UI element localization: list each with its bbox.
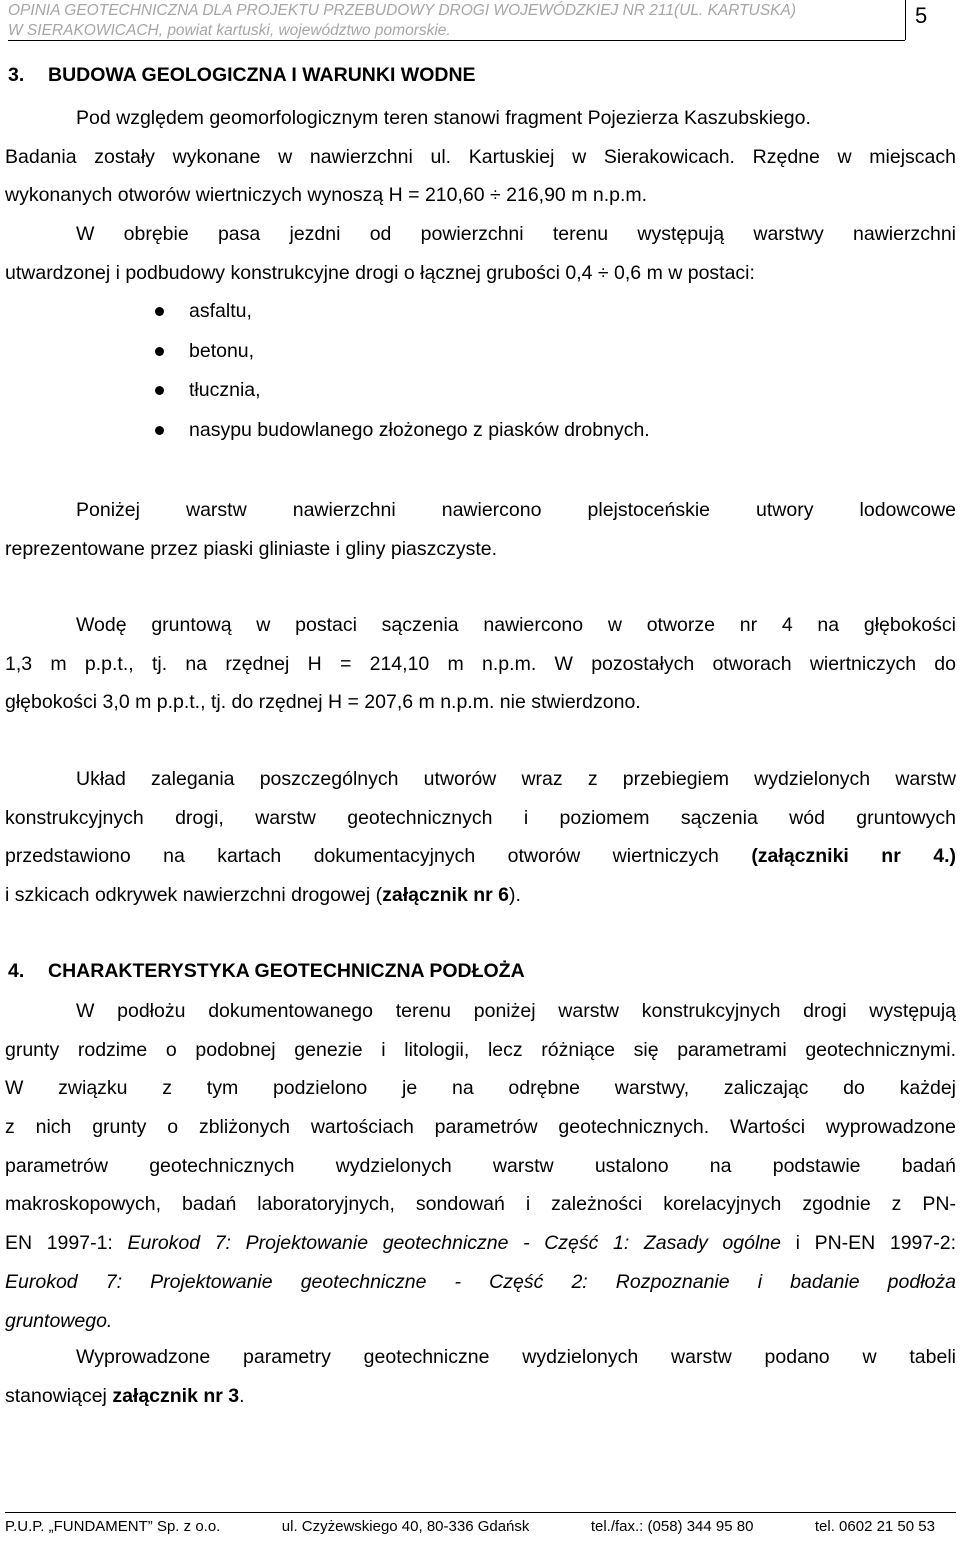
header-line-2: W SIERAKOWICACH, powiat kartuski, województwo pomorskie. [8,22,451,39]
text-line: W obrębie pasa jezdni od powierzchni terenu występują warstwy nawierzchni [76,223,956,246]
text-line: głębokości 3,0 m p.p.t., tj. do rzędnej H = 207,6 m n.p.m. nie stwierdzono. [5,691,641,714]
attachment-reference: załącznik nr 6 [382,884,509,907]
text-line: i szkicach odkrywek nawierzchni drogowej (załącznik nr 6). [5,884,521,907]
text-line: W związku z tym podzielono je na odrębne warstwy, zaliczając do każdej [5,1077,956,1100]
section-4-title: CHARAKTERYSTYKA GEOTECHNICZNA PODŁOŻA [48,960,525,982]
text-line: Pod względem geomorfologicznym teren stanowi fragment Pojezierza Kaszubskiego. [76,107,811,129]
running-header [8,1,898,41]
bullet-icon [155,307,164,316]
section-3-paragraph-1 [5,99,956,292]
text-line: reprezentowane przez piaski gliniaste i gliny piaszczyste. [5,537,498,560]
footer-divider [5,1512,956,1513]
text-line: 1,3 m p.p.t., tj. na rzędnej H = 214,10 m n.p.m. W pozostałych otworach wiertniczych do [5,652,956,675]
footer-company: P.U.P. „FUNDAMENT” Sp. z o.o. [5,1518,221,1535]
section-3-paragraph-5 [5,760,956,915]
section-3-paragraph-4 [5,606,956,722]
text-line: stanowiącej załącznik nr 3. [5,1384,245,1407]
text-line: Wodę gruntową w postaci sączenia nawiercono w otworze nr 4 na głębokości [76,614,956,636]
text-line: makroskopowych, badań laboratoryjnych, sondowań i zależności korelacyjnych zgodnie z PN- [5,1193,956,1216]
material-list [155,292,650,450]
text-line: Badania zostały wykonane w nawierzchni ul. Kartuskiej w Sierakowicach. Rzędne w miejscach [5,145,956,168]
section-3-paragraph-3 [5,491,956,568]
section-3-heading [8,64,476,87]
text-line: W podłożu dokumentowanego terenu poniżej warstw konstrukcyjnych drogi występują [76,1000,956,1022]
text-line: Poniżej warstw nawierzchni nawiercono plejstoceńskie utwory lodowcowe [76,499,956,521]
section-4-paragraph-1 [5,992,956,1340]
bullet-icon [155,386,164,395]
footer-telfax: tel./fax.: (058) 344 95 80 [590,1518,754,1535]
list-item: asfaltu, [155,292,650,332]
section-3-number: 3. [8,64,25,86]
section-4-heading [8,960,525,983]
text-line: Eurokod 7: Projektowanie geotechniczne - Część 2: Rozpoznanie i badanie podłoża [5,1270,956,1293]
section-4-paragraph-2 [5,1338,956,1415]
text-line: EN 1997-1: Eurokod 7: Projektowanie geotechniczne - Część 1: Zasady ogólne i PN-EN 1997-2: [5,1232,956,1255]
header-divider [8,40,905,41]
header-line-1: OPINIA GEOTECHNICZNA DLA PROJEKTU PRZEBUDOWY DROGI WOJEWÓDZKIEJ NR 211(UL. KARTUSKA) [8,2,797,19]
page-number: 5 [905,0,935,40]
text-line: parametrów geotechnicznych wydzielonych warstw ustalono na podstawie badań [5,1154,956,1177]
text-line: przedstawiono na kartach dokumentacyjnych otworów wiertniczych (załączniki nr 4.) [5,845,956,868]
bullet-icon [155,426,164,435]
attachment-reference: załącznik nr 3 [112,1384,240,1407]
list-item: betonu, [155,332,650,372]
section-4-number: 4. [8,960,25,982]
list-item: tłucznia, [155,371,650,411]
text-line: wykonanych otworów wiertniczych wynoszą H = 210,60 ÷ 216,90 m n.p.m. [5,184,648,207]
text-line: konstrukcyjnych drogi, warstw geotechnicznych i poziomem sączenia wód gruntowych [5,806,956,829]
text-line: Układ zalegania poszczególnych utworów wraz z przebiegiem wydzielonych warstw [76,768,956,790]
standard-title: Eurokod 7: Projektowanie geotechniczne - Część 1: Zasady ogólne [127,1232,781,1255]
text-line: utwardzonej i podbudowy konstrukcyjne drogi o łącznej grubości 0,4 ÷ 0,6 m w postaci: [5,261,755,284]
text-line: z nich grunty o zbliżonych wartościach parametrów geotechnicznych. Wartości wyprowadzone [5,1116,956,1139]
attachment-reference: (załączniki nr 4.) [751,845,956,868]
bullet-icon [155,347,164,356]
page-footer [5,1518,935,1535]
footer-tel: tel. 0602 21 50 53 [814,1518,935,1535]
section-3-title: BUDOWA GEOLOGICZNA I WARUNKI WODNE [48,64,476,86]
footer-address: ul. Czyżewskiego 40, 80-336 Gdańsk [281,1518,530,1535]
text-line: gruntowego. [5,1309,113,1332]
text-line: Wyprowadzone parametry geotechniczne wydzielonych warstw podano w tabeli [76,1346,956,1368]
list-item: nasypu budowlanego złożonego z piasków drobnych. [155,411,650,451]
text-line: grunty rodzime o podobnej genezie i litologii, lecz różniące się parametrami geotechnicznymi. [5,1038,956,1061]
